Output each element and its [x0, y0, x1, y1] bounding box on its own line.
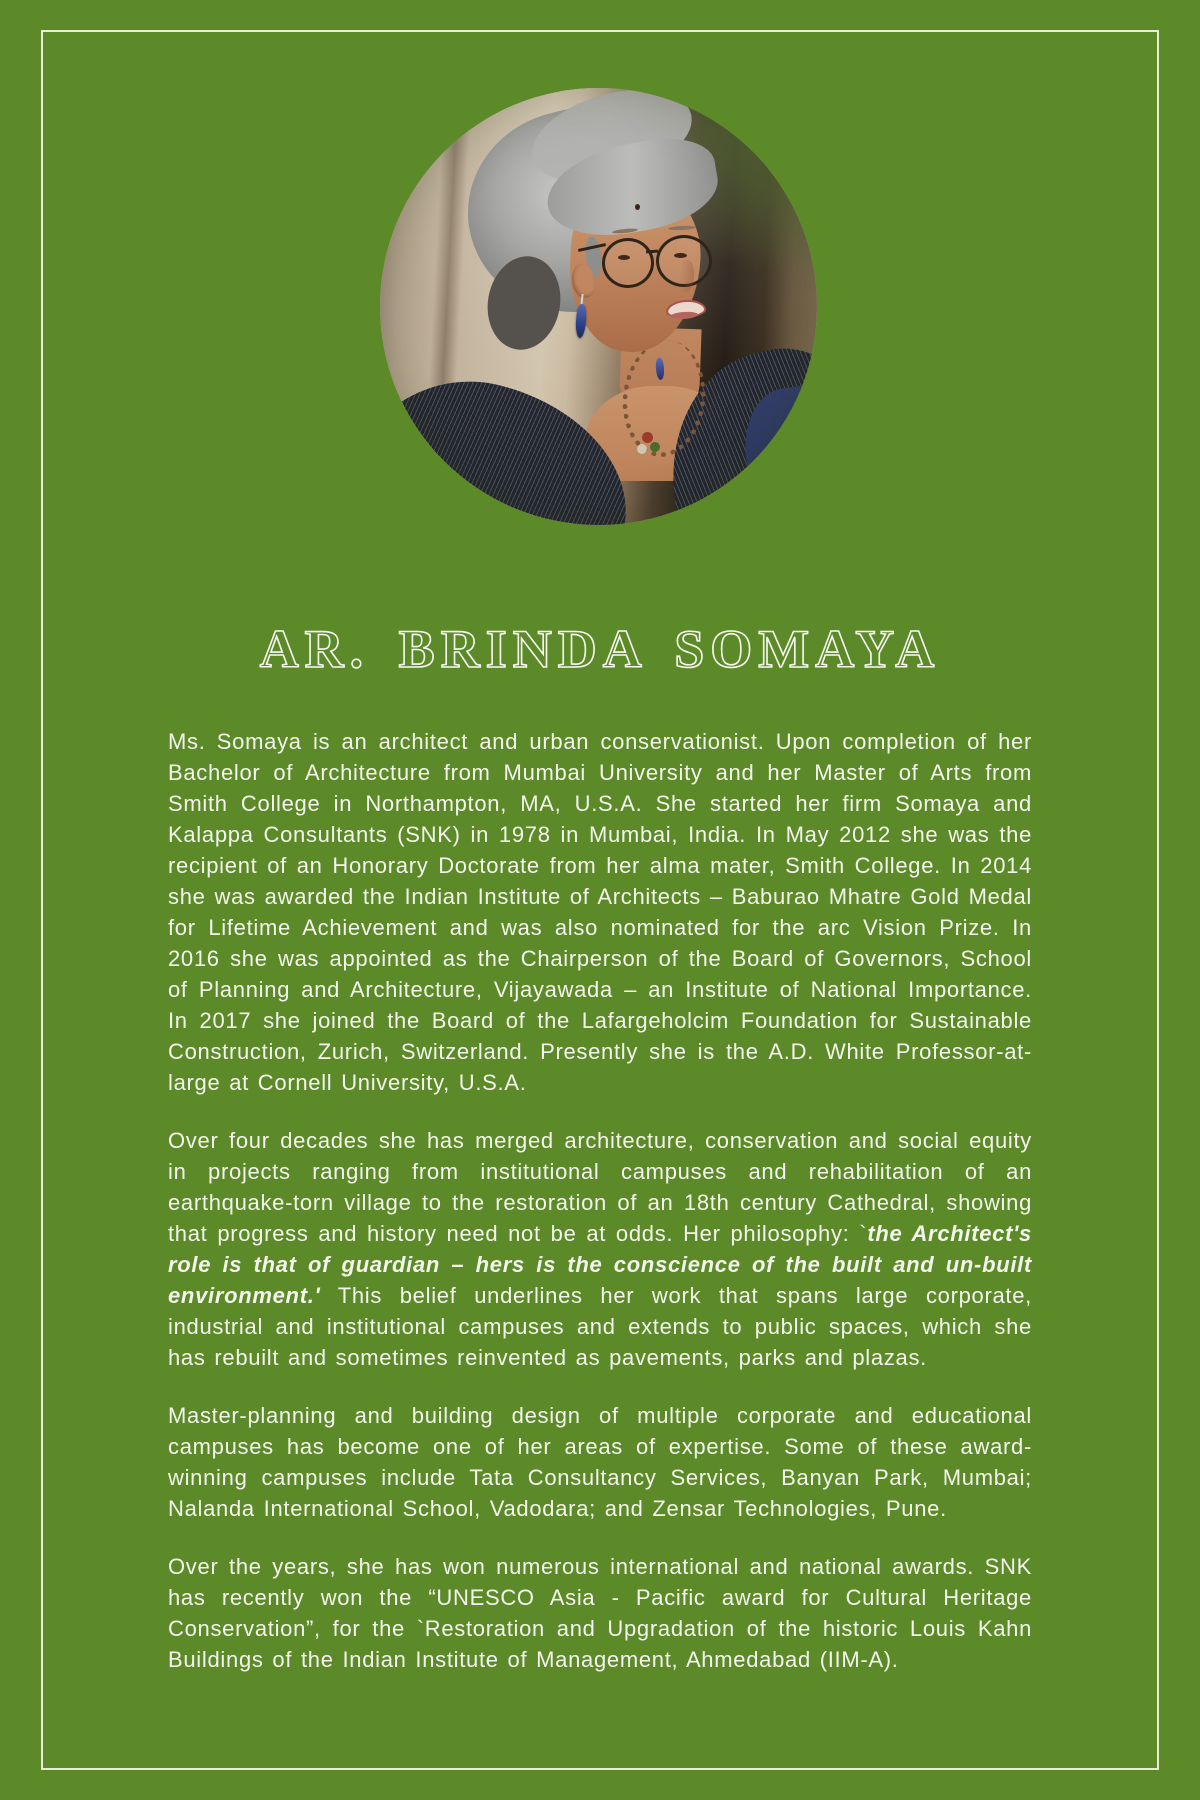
page-title: AR. BRINDA SOMAYA [259, 619, 941, 679]
portrait-photo [380, 88, 817, 525]
bio-paragraph-4: Over the years, she has won numerous international and national awards. SNK has recently won the “UNESCO Asia - Pacific award for Cultural Heritage Conservation”, for the `Restoration and Upgradation of the historic Louis Kahn Buildings of the Indian Institute of Management, Ahmedabad (IIM-A). [168, 1554, 1032, 1672]
bio-paragraph-2-lead: Over four decades she has merged architecture, conservation and social equity in projects ranging from institutional campuses and rehabilitation of an earthquake-torn village to the restoration of an 18th century Cathedral, showing that progress and history need not be at odds. Her philosophy: ` [168, 1128, 1032, 1246]
bio-paragraph-3: Master-planning and building design of multiple corporate and educational campuses has become one of her areas of expertise. Some of these award-winning campuses include Tata Consultancy Services, Banyan Park, Mumbai; Nalanda International School, Vadodara; and Zensar Technologies, Pune. [168, 1403, 1032, 1521]
bio-paragraph-1: Ms. Somaya is an architect and urban conservationist. Upon completion of her Bachelor of Architecture from Mumbai University and her Master of Arts from Smith College in Northampton, MA, U.S.A. She started her firm Somaya and Kalappa Consultants (SNK) in 1978 in Mumbai, India. In May 2012 she was the recipient of an Honorary Doctorate from her alma mater, Smith College. In 2014 she was awarded the Indian Institute of Architects – Baburao Mhatre Gold Medal for Lifetime Achievement and was also nominated for the arc Vision Prize. In 2016 she was appointed as the Chairperson of the Board of Governors, School of Planning and Architecture, Vijayawada – an Institute of National Importance. In 2017 she joined the Board of the Lafargeholcim Foundation for Sustainable Construction, Zurich, Switzerland. Presently she is the A.D. White Professor-at-large at Cornell University, U.S.A. [168, 729, 1032, 1095]
bio-paragraph-2 [168, 1125, 1032, 1373]
bio-text-block [168, 726, 1032, 1702]
portrait-vignette [380, 88, 817, 525]
bio-paragraph-2-tail: This belief underlines her work that spans large corporate, industrial and institutional campuses and extends to public spaces, which she has rebuilt and sometimes reinvented as pavements, parks and plazas. [168, 1283, 1032, 1370]
bio-philosophy-quote: the Architect's role is that of guardian – hers is the conscience of the built and un-built environment.' [168, 1221, 1032, 1308]
